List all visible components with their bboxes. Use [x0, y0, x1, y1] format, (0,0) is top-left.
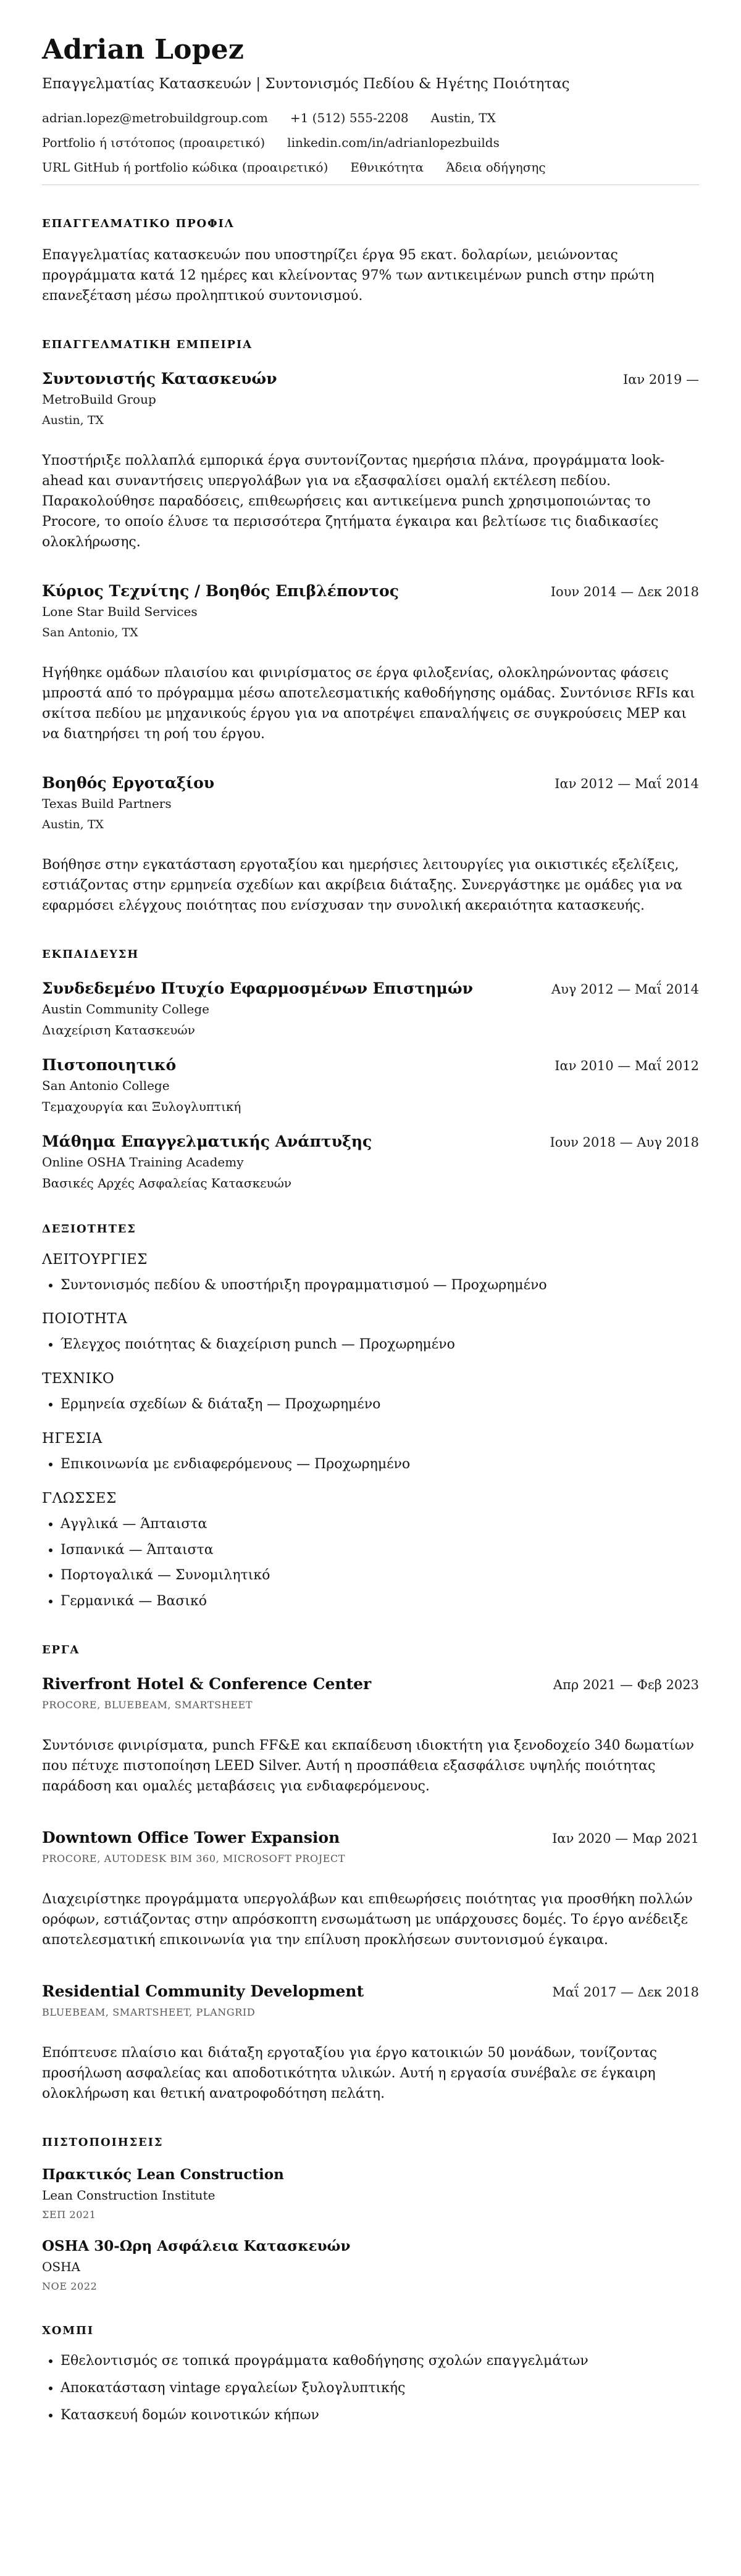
skill-list [42, 1336, 699, 1355]
education-entry [42, 1132, 699, 1190]
education-dates: Αυγ 2012 — Μαΐ 2014 [551, 981, 699, 997]
certification-issuer: Lean Construction Institute [42, 2187, 216, 2203]
job-location: Austin, TX [42, 413, 104, 427]
hobby-item: • Κατασκευή δομών κοινοτικών κήπων [61, 2406, 699, 2425]
project-tools: PROCORE, BLUEBEAM, SMARTSHEET [42, 1698, 253, 1711]
hobby-item: • Αποκατάσταση vintage εργαλείων ξυλογλυπτικής [61, 2379, 699, 2398]
phone-text: +1 (512) 555-2208 [290, 110, 409, 125]
skill-category: ΓΛΩΣΣΕΣ [42, 1490, 117, 1506]
github-link[interactable]: URL GitHub ή portfolio κώδικα (προαιρετικό) [42, 159, 329, 175]
education-degree: Πιστοποιητικό [42, 1055, 177, 1074]
skill-list [42, 1276, 699, 1295]
profile-summary: Επαγγελματίας κατασκευών που υποστηρίζει έργα 95 εκατ. δολαρίων, μειώνοντας προγράμματα κατά 12 ημέρες και κλείνοντας 97% των αντικειμένων punch στην πρώτη επανεξέταση μέσω προληπτικού συντονισμού. [42, 247, 655, 304]
experience-entry-head [42, 774, 699, 792]
skill-category: ΠΟΙΟΤΗΤΑ [42, 1311, 128, 1327]
education-detail: Διαχείριση Κατασκευών [42, 1022, 195, 1037]
section-skills [42, 1223, 699, 1611]
skill-category: ΗΓΕΣΙΑ [42, 1430, 103, 1447]
section-experience [42, 338, 699, 916]
education-entry-head [42, 1056, 699, 1074]
education-school: Online OSHA Training Academy [42, 1154, 244, 1170]
education-dates: Ιουν 2018 — Αυγ 2018 [550, 1134, 699, 1150]
email-link[interactable]: adrian.lopez@metrobuildgroup.com [42, 110, 268, 125]
skill-item: • Ερμηνεία σχεδίων & διάταξη — Προχωρημένο [61, 1395, 699, 1415]
certification-entry [42, 2166, 699, 2221]
certification-name: Πρακτικός Lean Construction [42, 2166, 284, 2183]
job-role: Συντονιστής Κατασκευών [42, 369, 277, 388]
job-location: Austin, TX [42, 817, 104, 831]
contact-row-3 [42, 160, 699, 175]
project-name: Downtown Office Tower Expansion [42, 1828, 340, 1847]
hobby-list [42, 2352, 699, 2425]
job-company: Lone Star Build Services [42, 604, 198, 619]
section-title-certifications: ΠΙΣΤΟΠΟΙΗΣΕΙΣ [42, 2135, 164, 2149]
language-item: • Πορτογαλικά — Συνομιλητικό [61, 1566, 699, 1585]
project-entry [42, 1982, 699, 2104]
project-name: Riverfront Hotel & Conference Center [42, 1674, 372, 1693]
skill-item: • Συντονισμός πεδίου & υποστήριξη προγραμματισμού — Προχωρημένο [61, 1276, 699, 1295]
certification-date: ΣΕΠ 2021 [42, 2208, 96, 2221]
skill-item: • Επικοινωνία με ενδιαφερόμενους — Προχωρημένο [61, 1455, 699, 1474]
education-detail: Βασικές Αρχές Ασφαλείας Κατασκευών [42, 1175, 292, 1190]
project-entry [42, 1675, 699, 1797]
language-item: • Αγγλικά — Άπταιστα [61, 1515, 699, 1534]
section-title-experience: ΕΠΑΓΓΕΛΜΑΤΙΚΗ ΕΜΠΕΙΡΙΑ [42, 338, 253, 351]
education-entry [42, 979, 699, 1037]
education-entry [42, 1056, 699, 1114]
job-location: San Antonio, TX [42, 625, 138, 639]
skill-category: ΤΕΧΝΙΚΟ [42, 1371, 115, 1387]
certification-name: OSHA 30-Ωρη Ασφάλεια Κατασκευών [42, 2237, 351, 2254]
contact-row-1 [42, 110, 699, 125]
contact-row-2 [42, 135, 699, 150]
resume-header [42, 35, 699, 185]
certification-issuer: OSHA [42, 2259, 80, 2274]
skill-list [42, 1455, 699, 1474]
project-description: Επόπτευσε πλαίσιο και διάταξη εργοταξίου για έργο κατοικιών 50 μονάδων, τονίζοντας προσήλωση ασφαλείας και αποδοτικότητα υλικών. Αυτή η εργασία συνέβαλε σε έγκαιρη ολοκλήρωση και θετική ανατροφοδότηση πελάτη. [42, 2045, 658, 2101]
education-degree: Μάθημα Επαγγελματικής Ανάπτυξης [42, 1132, 372, 1150]
project-description: Συντόνισε φινιρίσματα, punch FF&E και εκπαίδευση ιδιοκτήτη για ξενοδοχείο 340 δωματίων που πέτυχε πιστοποίηση LEED Silver. Αυτή η προσπάθεια εξασφάλισε υψηλής ποιότητας παράδοση και ομαλές μεταβάσεις για ενδιαφερόμενους. [42, 1737, 694, 1794]
driving-license-text: Άδεια οδήγησης [446, 159, 546, 175]
education-entry-head [42, 1132, 699, 1150]
skill-list [42, 1395, 699, 1415]
project-name: Residential Community Development [42, 1982, 364, 2000]
job-company: Texas Build Partners [42, 796, 172, 811]
experience-entry-head [42, 582, 699, 600]
project-entry-head [42, 1829, 699, 1847]
skill-category: ΛΕΙΤΟΥΡΓΙΕΣ [42, 1251, 148, 1268]
language-item: • Γερμανικά — Βασικό [61, 1592, 699, 1611]
certification-date: ΝΟΕ 2022 [42, 2280, 98, 2292]
section-title-projects: ΕΡΓΑ [42, 1643, 80, 1656]
job-dates: Ιαν 2019 — [622, 372, 699, 387]
project-dates: Απρ 2021 — Φεβ 2023 [553, 1677, 699, 1692]
job-role: Βοηθός Εργοταξίου [42, 773, 215, 792]
section-profile [42, 217, 699, 306]
experience-entry [42, 370, 699, 552]
experience-entry-head [42, 370, 699, 388]
project-tools: BLUEBEAM, SMARTSHEET, PLANGRID [42, 2006, 256, 2018]
section-hobbies [42, 2324, 699, 2425]
language-item: • Ισπανικά — Άπταιστα [61, 1541, 699, 1560]
education-dates: Ιαν 2010 — Μαΐ 2012 [555, 1058, 699, 1073]
skill-group-languages [42, 1490, 699, 1611]
skill-group [42, 1371, 699, 1415]
project-entry-head [42, 1675, 699, 1693]
project-entry-head [42, 1982, 699, 2000]
job-description: Υποστήριξε πολλαπλά εμπορικά έργα συντονίζοντας ημερήσια πλάνα, προγράμματα look-ahead και συναντήσεις υπεργολάβων για να εξασφαλίσει ομαλή εκτέλεση πεδίου. Παρακολούθησε παραδόσεις, επιθεωρήσεις και αντικείμενα punch χρησιμοποιώντας το Procore, το οποίο έλυσε τα περισσότερα ζητήματα έγκαιρα και βελτίωσε τις διαδικασίες ολοκλήρωσης. [42, 452, 665, 550]
certification-entry [42, 2238, 699, 2292]
education-degree: Συνδεδεμένο Πτυχίο Εφαρμοσμένων Επιστημών [42, 979, 473, 997]
education-school: San Antonio College [42, 1078, 170, 1093]
nationality-text: Εθνικότητα [350, 159, 424, 175]
job-dates: Ιαν 2012 — Μαΐ 2014 [555, 776, 699, 791]
section-title-hobbies: ΧΟΜΠΙ [42, 2324, 94, 2337]
section-certifications [42, 2136, 699, 2292]
project-description: Διαχειρίστηκε προγράμματα υπεργολάβων και επιθεωρήσεις ποιότητας για προσθήκη πολλών ορόφων, εστιάζοντας στην απρόσκοπτη ενσωμάτωση με υπάρχουσες δομές. Το έργο ανέδειξε αποτελεσματική επικοινωνία για την επίλυση προκλήσεων συντονισμού έγκαιρα. [42, 1891, 693, 1948]
project-dates: Ιαν 2020 — Μαρ 2021 [552, 1830, 699, 1846]
skill-item: • Έλεγχος ποιότητας & διαχείριση punch — Προχωρημένο [61, 1336, 699, 1355]
portfolio-link[interactable]: Portfolio ή ιστότοπος (προαιρετικό) [42, 135, 266, 150]
experience-entry [42, 582, 699, 744]
section-title-profile: ΕΠΑΓΓΕΛΜΑΤΙΚΟ ΠΡΟΦΙΛ [42, 217, 235, 230]
linkedin-link[interactable]: linkedin.com/in/adrianlopezbuilds [287, 135, 500, 150]
education-school: Austin Community College [42, 1001, 209, 1016]
job-company: MetroBuild Group [42, 391, 156, 407]
skill-group [42, 1311, 699, 1355]
candidate-name: Adrian Lopez [42, 34, 245, 65]
job-description: Βοήθησε στην εγκατάσταση εργοταξίου και ημερήσιες λειτουργίες για οικιστικές εξελίξεις, εστιάζοντας στην ερμηνεία σχεδίων και ακρίβεια διάταξης. Συνεργάστηκε με ομάδες για να εφαρμόσει ελέγχους ποιότητας που ενίσχυσαν την συνολική ακεραιότητα κατασκευής. [42, 857, 683, 913]
project-entry [42, 1829, 699, 1950]
project-dates: Μαΐ 2017 — Δεκ 2018 [552, 1984, 699, 2000]
job-description: Ηγήθηκε ομάδων πλαισίου και φινιρίσματος σε έργα φιλοξενίας, ολοκληρώνοντας φάσεις μπροστά από το πρόγραμμα μέσω αποτελεσματικής καθοδήγησης ομάδας. Συντόνισε RFIs και σκίτσα πεδίου με μηχανικούς έργου για να αποτρέψει επαναλήψεις σε συγκρούσεις MEP και να διατηρήσει τη ροή του έργου. [42, 665, 695, 742]
section-education [42, 948, 699, 1190]
job-dates: Ιουν 2014 — Δεκ 2018 [550, 584, 699, 599]
job-role: Κύριος Τεχνίτης / Βοηθός Επιβλέποντος [42, 581, 399, 600]
skill-group [42, 1431, 699, 1474]
project-tools: PROCORE, AUTODESK BIM 360, MICROSOFT PROJECT [42, 1852, 346, 1864]
language-list [42, 1515, 699, 1611]
education-entry-head [42, 979, 699, 997]
experience-entry [42, 774, 699, 916]
location-text: Austin, TX [430, 110, 496, 125]
section-title-skills: ΔΕΞΙΟΤΗΤΕΣ [42, 1222, 136, 1236]
candidate-tagline: Επαγγελματίας Κατασκευών | Συντονισμός Πεδίου & Ηγέτης Ποιότητας [42, 75, 570, 92]
education-detail: Τεμαχουργία και Ξυλογλυπτική [42, 1099, 241, 1114]
hobby-item: • Εθελοντισμός σε τοπικά προγράμματα καθοδήγησης σχολών επαγγελμάτων [61, 2352, 699, 2371]
section-title-education: ΕΚΠΑΙΔΕΥΣΗ [42, 947, 140, 961]
skill-group [42, 1252, 699, 1295]
section-projects [42, 1643, 699, 2104]
